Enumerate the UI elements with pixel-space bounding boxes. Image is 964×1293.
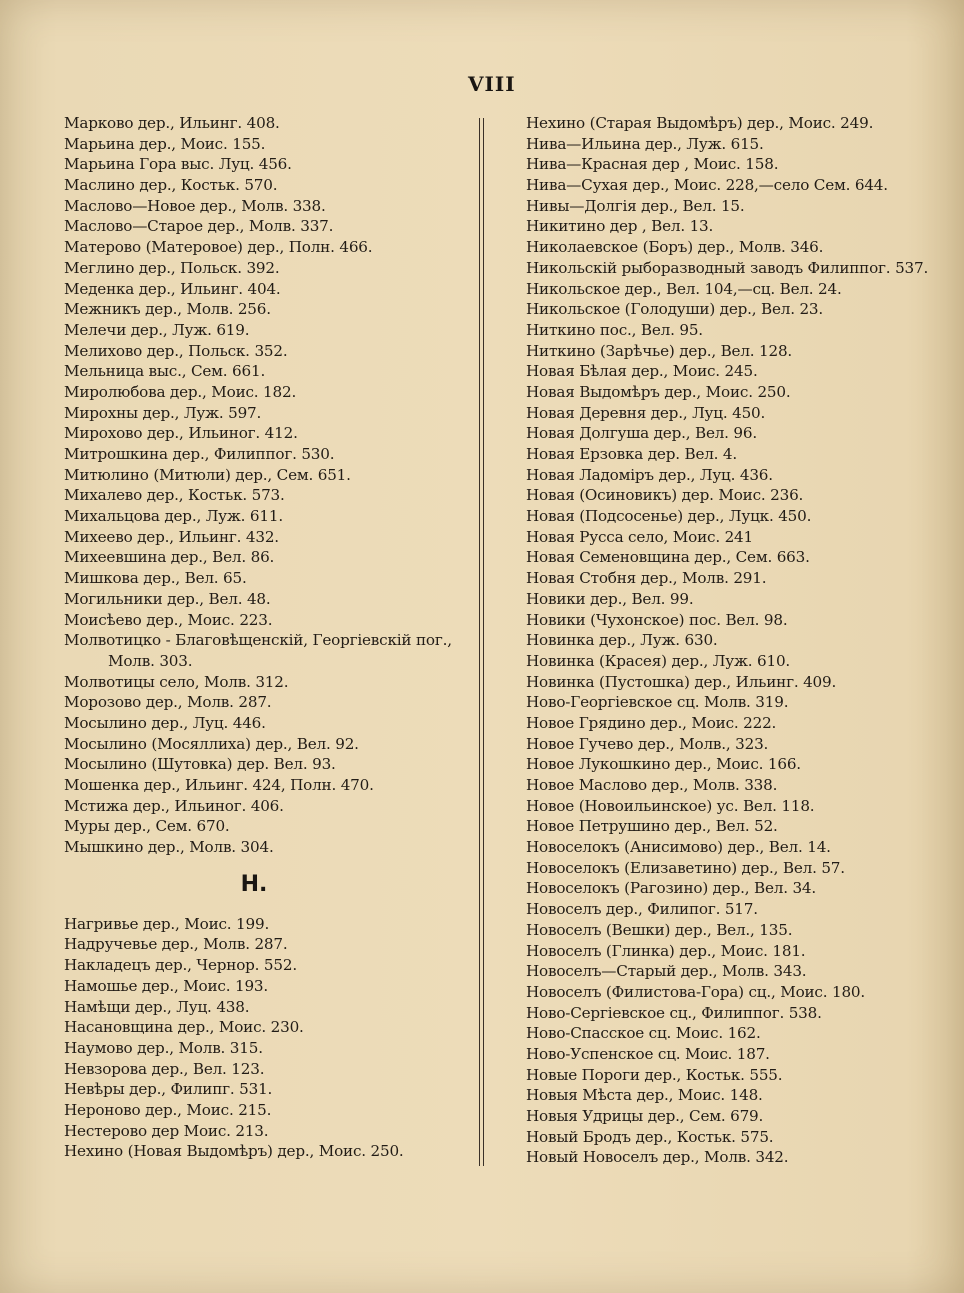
column-divider [479, 118, 484, 1166]
index-entry: Михеево дер., Ильинг. 432. [64, 527, 279, 546]
index-entry: Моисѣево дер., Моис. 223. [64, 610, 273, 629]
index-entry: Мелечи дер., Луж. 619. [64, 320, 250, 339]
index-entry: Невзорова дер., Вел. 123. [64, 1059, 265, 1078]
entries-m-section-continued [64, 672, 464, 858]
index-entry: Новая Стобня дер., Молв. 291. [526, 569, 767, 588]
index-entry: Митюлино (Митюли) дер., Сем. 651. [64, 465, 351, 484]
index-entry: Мстижа дер., Ильиног. 406. [64, 796, 284, 815]
index-entry: Маслово—Старое дер., Молв. 337. [64, 217, 334, 236]
page-number: VIII [468, 72, 516, 96]
index-entry: Мосылино (Мосяллиха) дер., Вел. 92. [64, 734, 359, 753]
index-entry: Новая Долгуша дер., Вел. 96. [526, 424, 757, 443]
index-entry: Нероново дер., Моис. 215. [64, 1100, 272, 1119]
index-entry: Ново-Сергіевское сц., Филиппог. 538. [526, 1003, 822, 1022]
index-entry: Мелихово дер., Польск. 352. [64, 341, 288, 360]
section-heading-n: Н. [240, 871, 268, 897]
index-entry: Маслино дер., Костьк. 570. [64, 176, 278, 195]
index-entry: Ниткино пос., Вел. 95. [526, 320, 703, 339]
index-entry: Ново-Георгіевское сц. Молв. 319. [526, 693, 789, 712]
index-entry: Нехино (Новая Выдомѣръ) дер., Моис. 250. [64, 1142, 404, 1161]
index-entry: Новоселъ—Старый дер., Молв. 343. [526, 962, 807, 981]
index-entry: Маслово—Новое дер., Молв. 338. [64, 196, 326, 215]
index-entry: Митрошкина дер., Филиппог. 530. [64, 445, 335, 463]
index-entry: Марьина дер., Моис. 155. [64, 134, 266, 153]
index-entry: Новое (Новоильинское) ус. Вел. 118. [526, 796, 815, 815]
index-entry: Нехино (Старая Выдомѣръ) дер., Моис. 249. [526, 114, 874, 132]
index-entry: Новое Гучево дер., Молв., 323. [526, 734, 769, 753]
index-entry: Муры дер., Сем. 670. [64, 817, 230, 836]
entries-m-section [64, 113, 464, 651]
index-entry: Межникъ дер., Молв. 256. [64, 300, 271, 319]
index-entry: Накладецъ дер., Чернор. 552. [64, 956, 297, 975]
index-entry: Михеевшина дер., Вел. 86. [64, 548, 275, 567]
index-entry: Новый Бродъ дер., Костьк. 575. [526, 1127, 774, 1146]
index-entry: Мельница выс., Сем. 661. [64, 362, 266, 381]
index-entry: Нива—Ильина дер., Луж. 615. [526, 134, 764, 153]
index-entry: Новое Маслово дер., Молв. 338. [526, 776, 778, 794]
index-entry: Мошенка дер., Ильинг. 424, Полн. 470. [64, 776, 374, 794]
index-entry: Мирохны дер., Луж. 597. [64, 403, 262, 422]
index-entry: Миролюбова дер., Моис. 182. [64, 382, 297, 401]
index-entry: Мосылино дер., Луц. 446. [64, 713, 266, 732]
index-entry: Молвотицы село, Молв. 312. [64, 672, 289, 691]
index-entry: Николаевское (Боръ) дер., Молв. 346. [526, 238, 824, 257]
index-entry: Марково дер., Ильинг. 408. [64, 114, 280, 132]
index-entry: Новинка (Пустошка) дер., Ильинг. 409. [526, 672, 837, 691]
index-entry: Новое Лукошкино дер., Моис. 166. [526, 755, 801, 774]
index-entry: Новая Семеновщина дер., Сем. 663. [526, 548, 810, 567]
index-entry: Никитино дер , Вел. 13. [526, 217, 714, 236]
index-entry: Мирохово дер., Ильиног. 412. [64, 424, 298, 443]
index-entry: Новая Ладоміръ дер., Луц. 436. [526, 465, 773, 484]
index-entry: Новое Грядино дер., Моис. 222. [526, 713, 777, 732]
entries-n-section [64, 914, 464, 1162]
index-entry: Насановщина дер., Моис. 230. [64, 1018, 304, 1037]
index-entry-continuation: Молв. 303. [108, 651, 193, 670]
index-entry: Новоселъ (Глинка) дер., Моис. 181. [526, 941, 806, 960]
index-entry: Морозово дер., Молв. 287. [64, 693, 272, 712]
index-entry: Невѣры дер., Филипг. 531. [64, 1080, 273, 1099]
index-entry: Новыя Мѣста дер., Моис. 148. [526, 1086, 763, 1105]
index-entry: Молвотицко - Благовѣщенскій, Георгіевскій пог., [64, 631, 452, 650]
index-entry: Никольское дер., Вел. 104,—сц. Вел. 24. [526, 279, 842, 298]
index-entry: Никольское (Голодуши) дер., Вел. 23. [526, 300, 824, 319]
index-entry: Наумово дер., Молв. 315. [64, 1038, 263, 1057]
index-entry: Ново-Успенское сц. Моис. 187. [526, 1044, 770, 1063]
index-entry: Нива—Красная дер , Моис. 158. [526, 155, 779, 174]
left-column [64, 113, 464, 1162]
index-entry: Нивы—Долгія дер., Вел. 15. [526, 196, 745, 215]
index-entry: Ново-Спасское сц. Моис. 162. [526, 1024, 761, 1043]
index-entry: Намѣщи дер., Луц. 438. [64, 997, 250, 1016]
index-entry: Намошье дер., Моис. 193. [64, 976, 268, 995]
index-entry: Новыя Удрицы дер., Сем. 679. [526, 1107, 764, 1125]
index-entry: Новая (Подсосенье) дер., Луцк. 450. [526, 507, 812, 526]
index-entry: Марьина Гора выс. Луц. 456. [64, 155, 292, 174]
index-entry: Могильники дер., Вел. 48. [64, 589, 271, 608]
index-entry: Мосылино (Шутовка) дер. Вел. 93. [64, 755, 336, 774]
index-entry: Новая Деревня дер., Луц. 450. [526, 403, 766, 422]
index-entry: Новинка (Красея) дер., Луж. 610. [526, 651, 791, 670]
index-entry: Новое Петрушино дер., Вел. 52. [526, 817, 778, 836]
index-entry: Новоселокъ (Елизаветино) дер., Вел. 57. [526, 858, 845, 877]
index-entry: Новоселъ (Филистова-Гора) сц., Моис. 180. [526, 982, 866, 1001]
index-entry: Новоселокъ (Анисимово) дер., Вел. 14. [526, 838, 831, 857]
index-entry: Новики дер., Вел. 99. [526, 589, 694, 608]
index-entry: Михалево дер., Костьк. 573. [64, 486, 285, 505]
index-entry: Новая Выдомѣръ дер., Моис. 250. [526, 382, 791, 401]
index-entry: Новая Ерзовка дер. Вел. 4. [526, 445, 738, 463]
index-entry: Нива—Сухая дер., Моис. 228,—село Сем. 644. [526, 176, 888, 195]
index-entry: Меглино дер., Польск. 392. [64, 258, 280, 277]
index-entry: Матерово (Матеровое) дер., Полн. 466. [64, 238, 373, 257]
index-entry: Михальцова дер., Луж. 611. [64, 507, 283, 526]
index-entry: Нестерово дер Моис. 213. [64, 1121, 269, 1140]
index-entry: Новый Новоселъ дер., Молв. 342. [526, 1148, 789, 1167]
index-entry: Новая (Осиновикъ) дер. Моис. 236. [526, 486, 804, 505]
index-entry: Новинка дер., Луж. 630. [526, 631, 718, 650]
index-entry: Новая Бѣлая дер., Моис. 245. [526, 362, 758, 381]
index-entry: Мышкино дер., Молв. 304. [64, 838, 274, 857]
index-entry: Новые Пороги дер., Костьк. 555. [526, 1065, 783, 1084]
index-entry: Новоселъ дер., Филипог. 517. [526, 900, 758, 919]
index-entry: Новоселокъ (Рагозино) дер., Вел. 34. [526, 879, 817, 898]
right-column [526, 113, 946, 1168]
index-entry: Меденка дер., Ильинг. 404. [64, 279, 281, 298]
index-entry: Новики (Чухонское) пос. Вел. 98. [526, 610, 788, 629]
index-entry: Ниткино (Зарѣчье) дер., Вел. 128. [526, 341, 793, 360]
index-entry: Новоселъ (Вешки) дер., Вел., 135. [526, 920, 793, 939]
entries-n-section-right [526, 113, 946, 1168]
index-entry: Мишкова дер., Вел. 65. [64, 569, 247, 588]
index-entry: Надручевье дер., Молв. 287. [64, 935, 288, 954]
index-entry: Никольскій рыборазводный заводъ Филиппог. 537. [526, 258, 929, 277]
index-entry: Новая Русса село, Моис. 241 [526, 527, 753, 546]
index-entry: Нагривье дер., Моис. 199. [64, 914, 270, 933]
